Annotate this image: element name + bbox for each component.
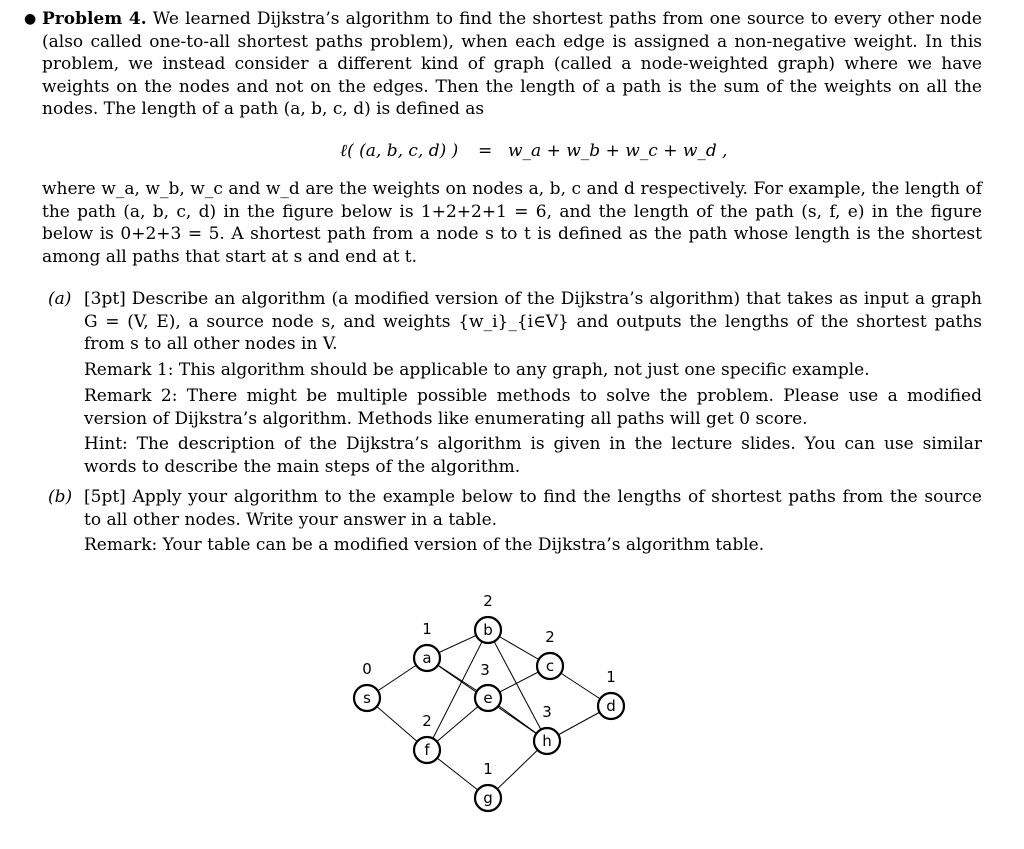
graph-node-label-e: e: [483, 689, 493, 707]
part-a-label: (a): [48, 289, 72, 309]
problem-intro: [24, 8, 982, 121]
graph-node-label-c: c: [545, 657, 555, 675]
graph-node-weight-c: 2: [545, 628, 555, 646]
part-a-remark-1: Remark 1: This algorithm should be applicable to any graph, not just one specific example.: [84, 360, 870, 380]
graph-node-a: [414, 620, 440, 671]
graph-figure: [330, 588, 650, 828]
node-weighted-graph: [330, 588, 650, 828]
problem-intro-text: We learned Dijkstra’s algorithm to find the shortest paths from one source to every other node (also called one-to-all shortest paths problem), when each edge is assigned a non-negative weight. In this problem, we instead consider a different kind of graph (called a node-weighted graph) where we have weights on the nodes and not on the edges. Then the length of a path is the sum of the weights on all the nodes. The length of a path (a, b, c, d) is defined as: [42, 9, 982, 119]
equation-lhs: ℓ( (a, b, c, d) ): [340, 141, 459, 161]
part-b-label: (b): [48, 487, 73, 507]
graph-node-label-s: s: [363, 689, 371, 707]
graph-node-weight-d: 1: [606, 668, 616, 686]
graph-node-weight-g: 1: [483, 760, 493, 778]
bullet-icon: ●: [24, 11, 37, 27]
graph-node-c: [537, 628, 563, 679]
graph-node-h: [534, 703, 560, 754]
graph-node-f: [414, 712, 440, 763]
graph-node-weight-e: 3: [480, 661, 490, 679]
part-a-hint: Hint: The description of the Dijkstra’s algorithm is given in the lecture slides. You can use similar words to describe the main steps of the algorithm.: [84, 434, 982, 477]
graph-node-s: [354, 660, 380, 711]
graph-node-label-d: d: [606, 697, 616, 715]
part-a-text: [3pt] Describe an algorithm (a modified version of the Dijkstra’s algorithm) that takes as input a graph G = (V, E), a source node s, and weights {w_i}_{i∈V} and outputs the lengths of the shortest paths from s to all other nodes in V.: [84, 289, 982, 354]
part-b-text: [5pt] Apply your algorithm to the example below to find the lengths of shortest paths from the source to all other nodes. Write your answer in a table.: [84, 487, 982, 530]
part-a-remark-2: Remark 2: There might be multiple possible methods to solve the problem. Please use a modified version of Dijkstra’s algorithm. Methods like enumerating all paths will get 0 score.: [84, 386, 982, 429]
graph-node-e: [475, 661, 501, 711]
graph-node-g: [475, 760, 501, 811]
graph-node-weight-s: 0: [362, 660, 372, 678]
part-a: [42, 288, 982, 356]
graph-node-label-f: f: [424, 741, 430, 759]
graph-node-weight-f: 2: [422, 712, 432, 730]
equation-rhs: w_a + w_b + w_c + w_d ,: [508, 141, 728, 161]
problem-explanation: where w_a, w_b, w_c and w_d are the weights on nodes a, b, c and d respectively. For example, the length of the path (a, b, c, d) in the figure below is 1+2+2+1 = 6, and the length of the path (s, f, e) in the figure below is 0+2+3 = 5. A shortest path from a node s to t is defined as the path whose length is the shortest among all paths that start at s and end at t.: [42, 179, 982, 267]
graph-node-b: [475, 592, 501, 643]
graph-node-d: [598, 668, 624, 719]
part-b: [42, 486, 982, 531]
part-b-remark: Remark: Your table can be a modified version of the Dijkstra’s algorithm table.: [84, 535, 765, 555]
equation-equals: =: [478, 141, 493, 161]
problem-heading: Problem 4.: [42, 9, 147, 29]
graph-node-weight-a: 1: [422, 620, 432, 638]
graph-node-weight-b: 2: [483, 592, 493, 610]
graph-node-label-g: g: [483, 789, 493, 807]
graph-node-label-b: b: [483, 621, 493, 639]
graph-node-label-a: a: [422, 649, 432, 667]
graph-node-label-h: h: [542, 732, 552, 750]
graph-node-weight-h: 3: [542, 703, 552, 721]
